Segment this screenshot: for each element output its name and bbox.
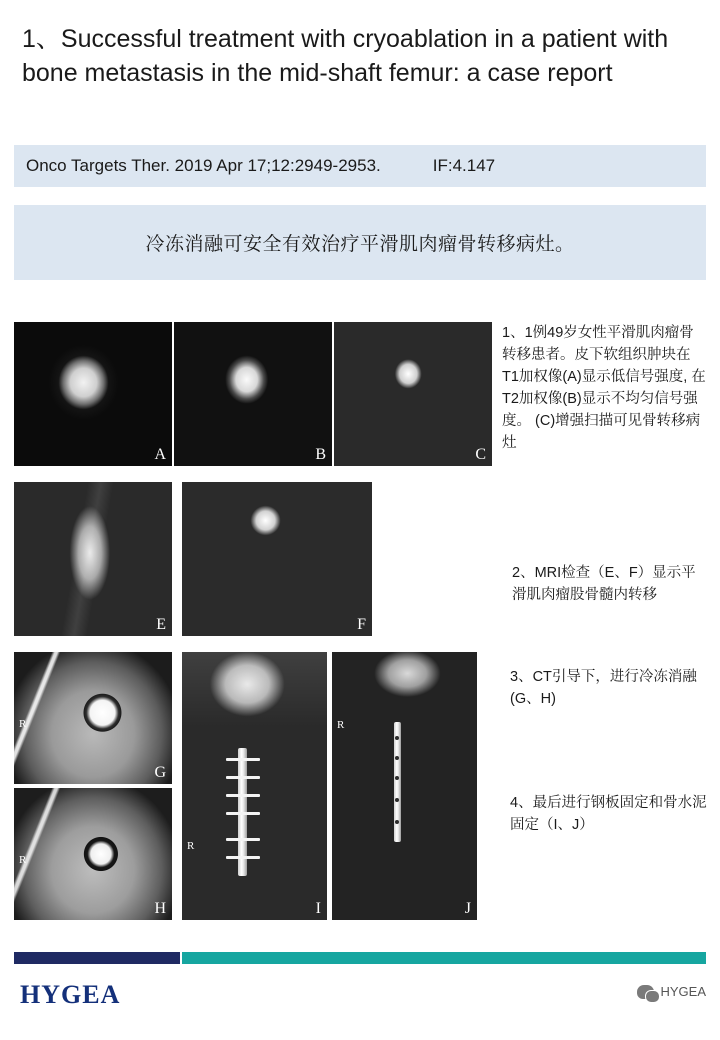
figure-label: F: [357, 616, 366, 633]
screw-head: [395, 756, 399, 760]
fixation-screw: [226, 776, 260, 779]
ct-axial-image: [14, 788, 172, 920]
figure-label: E: [156, 616, 166, 633]
footer-bar-teal: [182, 952, 706, 964]
annotation-2: 2、MRI检查（E、F）显示平滑肌肉瘤股骨髓内转移: [512, 565, 696, 603]
figure-c: [334, 322, 492, 466]
screw-head: [395, 736, 399, 740]
figure-e: [14, 482, 172, 636]
figure-i: [182, 652, 327, 920]
figure-label: H: [154, 900, 166, 917]
side-marker-right: R: [19, 718, 27, 730]
figure-label: J: [464, 900, 471, 917]
fixation-screw: [226, 856, 260, 859]
screw-head: [395, 776, 399, 780]
fixation-screw: [226, 758, 260, 761]
figure-b: [174, 322, 332, 466]
wechat-account-name: HYGEA: [660, 984, 706, 999]
figure-label: C: [475, 446, 486, 463]
fixation-screw: [226, 838, 260, 841]
fixation-screw: [226, 794, 260, 797]
xray-image: [332, 652, 477, 920]
annotation-4: 4、最后进行钢板固定和骨水泥固定（I、J）: [510, 795, 707, 833]
impact-factor: IF:4.147: [432, 156, 496, 175]
xray-image: [182, 652, 327, 920]
brand-logo: HYGEA: [20, 980, 121, 1009]
fixation-screw: [226, 812, 260, 815]
mri-axial-image: [14, 322, 172, 466]
figure-g: [14, 652, 172, 784]
conclusion-text: 冷冻消融可安全有效治疗平滑肌肉瘤骨转移病灶。: [145, 234, 575, 255]
screw-head: [395, 798, 399, 802]
mri-axial-image: [182, 482, 372, 636]
wechat-account: [637, 984, 706, 999]
figure-label: A: [154, 446, 166, 463]
screw-head: [395, 820, 399, 824]
figure-j: [332, 652, 477, 920]
side-marker-right: R: [337, 719, 345, 731]
figure-h: [14, 788, 172, 920]
side-marker-right: R: [187, 839, 195, 852]
annotation-3: 3、CT引导下，进行冷冻消融 (G、H): [510, 669, 697, 707]
footer-bar-navy: [14, 952, 180, 964]
page-title: 1、Successful treatment with cryoablation in a patient with bone metastasis in the mid-shaft femur: a case report: [22, 25, 669, 87]
side-marker-right: R: [19, 854, 27, 866]
ct-axial-image: [14, 652, 172, 784]
mri-axial-image: [334, 322, 492, 466]
fixation-plate: [394, 722, 401, 842]
footer-divider: [0, 952, 720, 964]
wechat-icon: [637, 985, 654, 999]
figure-label: G: [154, 764, 166, 781]
citation-bar: [14, 145, 706, 187]
conclusion-bar: [14, 205, 706, 280]
mri-axial-image: [174, 322, 332, 466]
figure-label: I: [315, 900, 321, 917]
figure-a: [14, 322, 172, 466]
figure-label: B: [315, 446, 326, 463]
mri-coronal-image: [14, 482, 172, 636]
annotation-1: 1、1例49岁女性平滑肌肉瘤骨转移患者。皮下软组织肿块在T1加权像(A)显示低信号强度, 在T2加权像(B)显示不均匀信号强度。 (C)增强扫描可见骨转移病灶: [502, 325, 706, 451]
figure-f: [182, 482, 372, 636]
citation-reference: Onco Targets Ther. 2019 Apr 17;12:2949-2953.: [26, 156, 381, 175]
